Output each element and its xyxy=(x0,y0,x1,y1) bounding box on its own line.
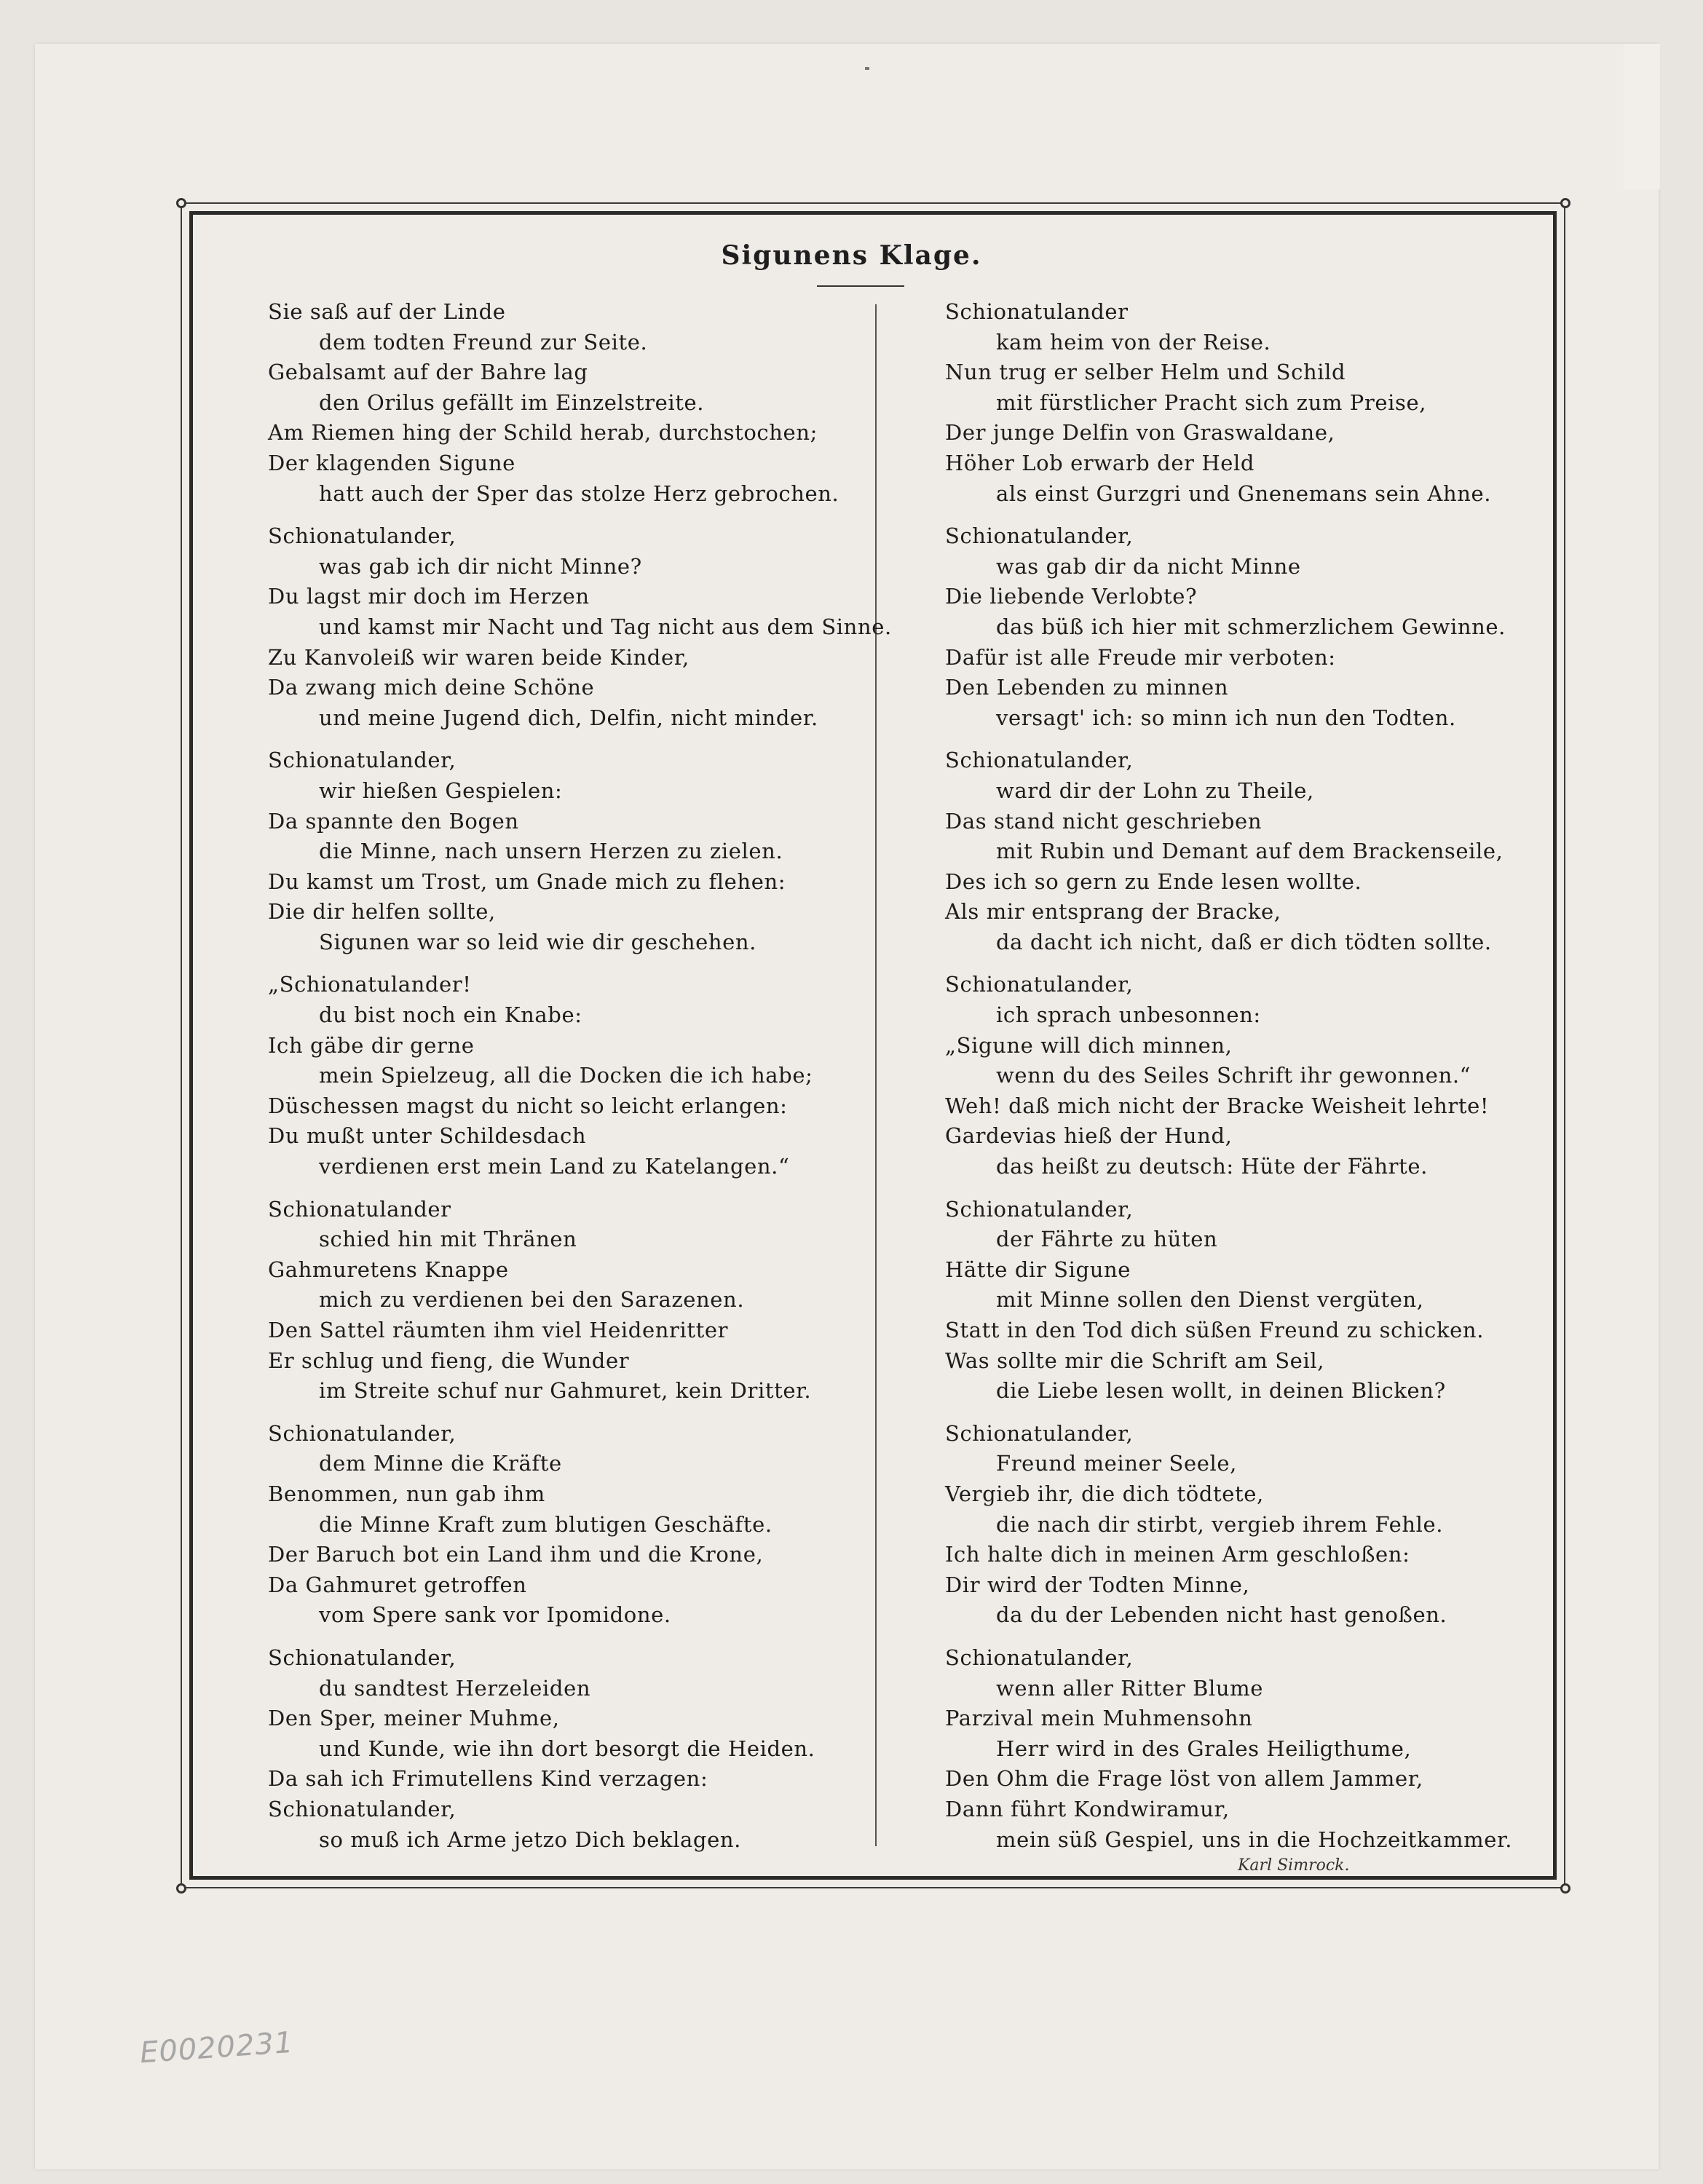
verse-line: das heißt zu deutsch: Hüte der Fährte. xyxy=(996,1154,1428,1179)
verse-line: mit Rubin und Demant auf dem Brackenseile, xyxy=(996,839,1504,864)
verse-line: Weh! daß mich nicht der Bracke Weisheit lehrte! xyxy=(945,1093,1490,1118)
verse-line: Schionatulander, xyxy=(268,1420,457,1446)
verse-line: Den Ohm die Frage löst von allem Jammer, xyxy=(945,1766,1423,1792)
verse-line: Da sah ich Frimutellens Kind verzagen: xyxy=(268,1766,708,1792)
verse-line: Der junge Delfin von Graswaldane, xyxy=(945,420,1335,446)
verse-line: du bist noch ein Knabe: xyxy=(319,1002,582,1028)
poem-title: Sigunens Klage. xyxy=(721,240,982,271)
verse-line: wenn du des Seiles Schrift ihr gewonnen.“ xyxy=(996,1063,1471,1088)
verse-line: Da spannte den Bogen xyxy=(268,808,519,834)
verse-line: Schionatulander, xyxy=(945,972,1134,997)
verse-line: Schionatulander, xyxy=(945,523,1134,549)
verse-line: ward dir der Lohn zu Theile, xyxy=(996,778,1314,803)
verse-line: Der klagenden Sigune xyxy=(268,450,515,475)
verse-line: mit fürstlicher Pracht sich zum Preise, xyxy=(996,389,1427,415)
stanza xyxy=(945,970,1557,1182)
stanza xyxy=(268,521,892,733)
verse-line: da du der Lebenden nicht hast genoßen. xyxy=(996,1602,1447,1628)
verse-line: Zu Kanvoleiß wir waren beide Kinder, xyxy=(268,644,690,670)
verse-line: Die dir helfen sollte, xyxy=(268,899,496,925)
verse-line: Düschessen magst du nicht so leicht erlangen: xyxy=(268,1093,788,1118)
verse-line: und meine Jugend dich, Delfin, nicht minder. xyxy=(319,705,818,730)
verse-line: Den Sper, meiner Muhme, xyxy=(268,1706,560,1731)
verse-line: Er schlug und fieng, die Wunder xyxy=(268,1348,630,1373)
author-signature: Karl Simrock. xyxy=(1238,1856,1350,1875)
verse-line: dem todten Freund zur Seite. xyxy=(319,329,648,355)
verse-line: Schionatulander xyxy=(945,299,1129,324)
verse-line: der Fährte zu hüten xyxy=(996,1227,1218,1252)
verse-line: Sigunen war so leid wie dir geschehen. xyxy=(319,929,756,954)
stanza xyxy=(945,297,1557,509)
corner-ornament-icon xyxy=(1560,1883,1570,1894)
verse-line: Am Riemen hing der Schild herab, durchstochen; xyxy=(268,420,818,446)
paper-speck xyxy=(865,67,869,70)
verse-line: die nach dir stirbt, vergieb ihrem Fehle. xyxy=(996,1511,1444,1537)
catalog-number: E0020231 xyxy=(138,2025,295,2070)
verse-line: Höher Lob erwarb der Held xyxy=(945,450,1255,475)
verse-line: Parzival mein Muhmensohn xyxy=(945,1706,1253,1731)
verse-line: wenn aller Ritter Blume xyxy=(996,1675,1264,1701)
verse-line: Dann führt Kondwiramur, xyxy=(945,1796,1230,1821)
verse-line: Dafür ist alle Freude mir verboten: xyxy=(945,644,1336,670)
verse-line: Da Gahmuret getroffen xyxy=(268,1572,527,1597)
corner-ornament-icon xyxy=(176,198,186,208)
verse-line: da dacht ich nicht, daß er dich tödten sollte. xyxy=(996,929,1492,954)
stanza xyxy=(268,1419,880,1631)
verse-line: Schionatulander xyxy=(268,1196,451,1222)
verse-line: Schionatulander, xyxy=(945,748,1134,773)
verse-line: Vergieb ihr, die dich tödtete, xyxy=(945,1481,1264,1506)
verse-line: versagt' ich: so minn ich nun den Todten. xyxy=(996,705,1456,730)
verse-line: Gebalsamt auf der Bahre lag xyxy=(268,360,588,385)
verse-line: Die liebende Verlobte? xyxy=(945,584,1198,609)
verse-line: Als mir entsprang der Bracke, xyxy=(945,899,1281,925)
verse-line: vom Spere sank vor Ipomidone. xyxy=(319,1602,671,1628)
stanza xyxy=(268,745,880,957)
verse-line: im Streite schuf nur Gahmuret, kein Dritter. xyxy=(319,1378,812,1404)
verse-line: Schionatulander, xyxy=(945,1420,1134,1446)
stanza xyxy=(268,1643,880,1855)
stanza xyxy=(945,1195,1557,1406)
verse-line: kam heim von der Reise. xyxy=(996,329,1271,355)
verse-line: das büß ich hier mit schmerzlichem Gewinne. xyxy=(996,614,1506,639)
verse-line: mein süß Gespiel, uns in die Hochzeitkammer. xyxy=(996,1827,1513,1852)
verse-line: schied hin mit Thränen xyxy=(319,1227,577,1252)
right-column xyxy=(945,297,1557,1867)
stanza xyxy=(268,970,880,1182)
title-underline xyxy=(817,285,904,287)
verse-line: Der Baruch bot ein Land ihm und die Krone, xyxy=(268,1542,764,1567)
verse-line: du sandtest Herzeleiden xyxy=(319,1675,591,1701)
verse-line: die Minne Kraft zum blutigen Geschäfte. xyxy=(319,1511,773,1537)
verse-line: Statt in den Tod dich süßen Freund zu schicken. xyxy=(945,1318,1485,1342)
verse-line: Was sollte mir die Schrift am Seil, xyxy=(945,1348,1325,1373)
verse-line: was gab dir da nicht Minne xyxy=(996,553,1301,579)
verse-line: Freund meiner Seele, xyxy=(996,1451,1237,1476)
verse-line: Du mußt unter Schildesdach xyxy=(268,1123,587,1149)
verse-line: „Schionatulander! xyxy=(268,972,472,997)
verse-line: Das stand nicht geschrieben xyxy=(945,808,1263,834)
verse-line: hatt auch der Sper das stolze Herz gebrochen. xyxy=(319,480,839,506)
paper-edge xyxy=(1624,44,1660,189)
verse-line: Schionatulander, xyxy=(945,1196,1134,1222)
stanza xyxy=(268,297,880,509)
verse-line: Gardevias hieß der Hund, xyxy=(945,1123,1233,1149)
stanza xyxy=(945,521,1557,733)
verse-line: ich sprach unbesonnen: xyxy=(996,1002,1261,1028)
verse-line: „Sigune will dich minnen, xyxy=(945,1032,1233,1058)
verse-line: Den Sattel räumten ihm viel Heidenritter xyxy=(268,1318,729,1342)
corner-ornament-icon xyxy=(176,1883,186,1894)
verse-line: Du lagst mir doch im Herzen xyxy=(268,584,590,609)
verse-line: den Orilus gefällt im Einzelstreite. xyxy=(319,389,705,415)
corner-ornament-icon xyxy=(1560,198,1570,208)
stanza xyxy=(945,1419,1557,1631)
verse-line: Nun trug er selber Helm und Schild xyxy=(945,360,1346,385)
verse-line: Schionatulander, xyxy=(268,1645,457,1670)
verse-line: die Liebe lesen wollt, in deinen Blicken? xyxy=(996,1378,1446,1404)
verse-line: die Minne, nach unsern Herzen zu zielen. xyxy=(319,839,783,864)
verse-line: und Kunde, wie ihn dort besorgt die Heiden. xyxy=(319,1736,815,1761)
verse-line: mein Spielzeug, all die Docken die ich habe; xyxy=(319,1063,813,1088)
verse-line: Schionatulander, xyxy=(268,748,457,773)
verse-line: wir hießen Gespielen: xyxy=(319,778,563,803)
verse-line: Ich halte dich in meinen Arm geschloßen: xyxy=(945,1542,1410,1567)
verse-line: Hätte dir Sigune xyxy=(945,1257,1131,1282)
verse-line: Herr wird in des Grales Heiligthume, xyxy=(996,1736,1412,1761)
verse-line: Schionatulander, xyxy=(268,1796,457,1821)
verse-line: Den Lebenden zu minnen xyxy=(945,675,1229,700)
verse-line: Des ich so gern zu Ende lesen wollte. xyxy=(945,869,1362,894)
verse-line: Sie saß auf der Linde xyxy=(268,299,506,324)
verse-line: Dir wird der Todten Minne, xyxy=(945,1572,1250,1597)
verse-line: und kamst mir Nacht und Tag nicht aus dem Sinne. xyxy=(319,614,892,639)
stanza xyxy=(268,1195,880,1406)
verse-line: Ich gäbe dir gerne xyxy=(268,1032,475,1058)
verse-line: Gahmuretens Knappe xyxy=(268,1257,509,1282)
verse-line: als einst Gurzgri und Gnenemans sein Ahne. xyxy=(996,480,1492,506)
verse-line: Schionatulander, xyxy=(268,523,457,549)
verse-line: verdienen erst mein Land zu Katelangen.“ xyxy=(319,1154,790,1179)
verse-line: Benommen, nun gab ihm xyxy=(268,1481,545,1506)
verse-line: Du kamst um Trost, um Gnade mich zu flehen: xyxy=(268,869,786,894)
verse-line: Schionatulander, xyxy=(945,1645,1134,1670)
stanza xyxy=(945,745,1557,957)
verse-line: was gab ich dir nicht Minne? xyxy=(319,553,642,579)
verse-line: mich zu verdienen bei den Sarazenen. xyxy=(319,1287,745,1313)
verse-line: mit Minne sollen den Dienst vergüten, xyxy=(996,1287,1424,1313)
left-column xyxy=(268,297,892,1867)
verse-line: so muß ich Arme jetzo Dich beklagen. xyxy=(319,1827,741,1852)
verse-line: Da zwang mich deine Schöne xyxy=(268,675,595,700)
verse-line: dem Minne die Kräfte xyxy=(319,1451,562,1476)
stanza xyxy=(945,1643,1557,1855)
